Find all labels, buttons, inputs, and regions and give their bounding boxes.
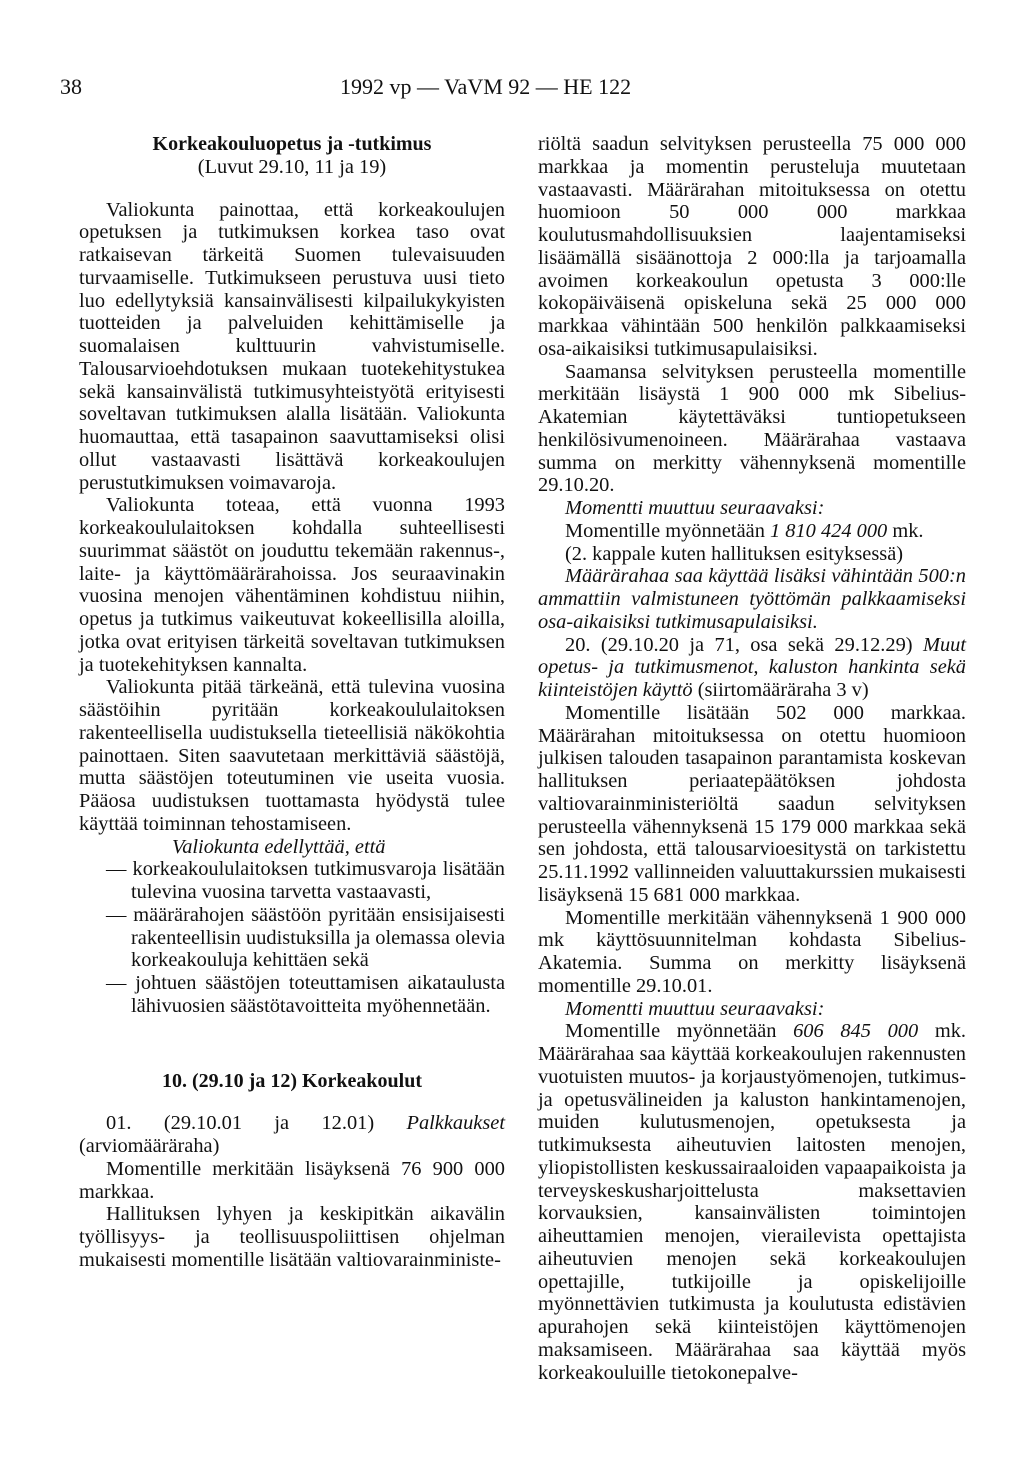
section-subheading: (Luvut 29.10, 11 ja 19) [197,155,387,178]
paragraph: Valiokunta toteaa, että vuonna 1993 korkeakoululaitoksen kohdalla suhteellisesti suurimmat säästöt on jouduttu tekemään rakennus-, laite- ja käyttömäärärahoissa. Jos seuraavinakin vuosina menojen vähentäminen kohdistuu niihin, opetus ja tutkimus vaikeutuvat kokeellisilla aloilla, jotka ovat erityisen tärkeitä soveltavan tutkimuksen ja tuotekehityksen kannalta. [79,494,505,676]
text-run: (arviomääräraha) [79,1135,220,1157]
paragraph [79,1112,505,1158]
paragraph: Valiokunta pitää tärkeänä, että tulevina vuosina säästöihin pyritään korkeakoululaitoksen rakenteellisella uudistuksella tieteellisiä näkökohtia painottaen. Siten saavutetaan merkittäviä säästöjä, mutta säästöjen toteutuminen vie useita vuosia. Pääosa uudistuksen tuottamasta hyödystä tulee käyttää toiminnan tehostamiseen. [79,676,505,835]
list-item: — määrärahojen säästöön pyritään ensisijaisesti rakenteellisin uudistuksilla ja olemassa olevia korkeakouluja kehittäen sekä [106,903,505,972]
section-heading: 10. (29.10 ja 12) Korkeakoulut [162,1069,422,1092]
text-run: 01. (29.10.01 ja 12.01) [106,1112,407,1135]
paragraph: Saamansa selvityksen perusteella momentille merkitään lisäystä 1 900 000 mk Sibelius-Akatemian käytettäväksi tuntiopetukseen henkilösivumenoineen. Määrärahaa vastaava summa on merkitty vähennyksenä momentille 29.10.20. [538,360,966,497]
paragraph: riöltä saadun selvityksen perusteella 75 000 000 markkaa ja momentin perusteluja muutetaan vastaavasti. Määrärahan mitoituksessa on otettu huomioon 50 000 000 markkaa koulutusmahdollisuuksien laajentamiseksi lisäämällä sisäänottoja 2 000:lla ja tarjoamalla avoimen korkeakoulun opetusta 3 000:lle kokopäiväisenä opiskeluna sekä 25 000 000 markkaa vähintään 500 henkilön palkkaamiseksi osa-aikaisiksi tutkimusapulaisiksi. [538,133,966,360]
page-number: 38 [60,74,82,99]
text-run: mk. [887,519,924,542]
running-head: 1992 vp — VaVM 92 — HE 122 [340,74,632,99]
left-column [79,133,505,1272]
paragraph [538,520,966,543]
paragraph: Momentille merkitään vähennyksenä 1 900 000 mk käyttösuunnitelman kohdasta Sibelius-Akatemia. Summa on merkitty lisäyksenä momentille 29.10.01. [538,906,966,997]
paragraph: Momentille merkitään lisäyksenä 76 900 000 markkaa. [79,1157,505,1203]
page-header [0,74,1024,104]
italic-text-run: 1 810 424 000 [770,519,888,542]
paragraph: Valiokunta painottaa, että korkeakoulujen opetuksen ja tutkimuksen korkea taso ovat ratkaisevan tärkeitä Suomen tulevaisuuden turvaamiselle. Tutkimukseen perustuva uusi tieto luo edellytyksiä kansainvälisesti kilpailukykyisten tuotteiden ja palveluiden kehittämiselle ja suomalaisen kulttuurin vahvistumiselle. Talousarvioehdotuksen mukaan tuotekehitystukea sekä kansainvälistä tutkimusyhteistyötä erityisesti soveltavan tutkimuksen alalla lisätään. Valiokunta huomauttaa, että tasapainon saavuttamiseksi olisi ollut vastaavasti lisättävä korkeakoulujen perustutkimuksen voimavaroja. [79,198,505,494]
paragraph: Momentille lisätään 502 000 markkaa. Määrärahan mitoituksessa on otettu huomioon julkisen talouden tasapainon parantamista koskevan hallituksen periaatepäätöksen johdosta valtiovarainministeriöltä saadun selvityksen perusteella vähennyksenä 15 179 000 markkaa sekä sen johdosta, että talousarvioesitystä on tarkistettu 25.11.1992 vallinneiden valuuttakurssien mukaisesti lisäyksenä 15 681 000 markkaa. [538,701,966,906]
right-column [538,133,966,1384]
paragraph [538,634,966,702]
paragraph: (2. kappale kuten hallituksen esityksessä) [565,542,904,565]
text-run: Momentille myönnetään [565,1020,794,1043]
text-run: mk. Määrärahaa saa käyttää korkeakoulujen rakennusten vuotuisten muutos- ja korjaustyömenojen, tutkimus- ja opetusvälineiden ja kaluston hankintamenojen, muiden kulutusmenojen, opetuksesta ja tutkimuksesta aiheutuvien laitosten menojen, yliopistollisten keskussairaaloiden vapaapaikoista ja terveyskeskusharjoittelusta maksettavien korvauksien, kansainvälisten toimintojen aiheuttamien menojen, vierailevista opettajista aiheutuvien menojen sekä korkeakoulujen opettajille, tutkijoille ja opiskelijoille myönnettävien tutkimusta ja koulutusta edistävien apurahojen sekä kiinteistöjen käyttömenojen maksamiseen. Määrärahaa saa käyttää myös korkeakouluille tietokonepalve- [538,1020,966,1384]
italic-text-run: Palkkaukset [406,1112,505,1135]
italic-text-run: Muut opetus- ja tutkimusmenot, kaluston hankinta sekä kiinteistöjen käyttö [538,633,966,701]
section-heading: Korkeakouluopetus ja -tutkimus [152,133,432,155]
italic-paragraph: Momentti muuttuu seuraavaksi: [565,997,825,1020]
italic-paragraph: Valiokunta edellyttää, että [172,835,386,858]
text-run: Momentille myönnetään [565,519,770,542]
list-item: — johtuen säästöjen toteuttamisen aikataulusta lähivuosien säästötavoitteita myöhennetään. [106,972,505,1017]
text-run: (siirtomääräraha 3 v) [692,679,869,701]
italic-paragraph: Momentti muuttuu seuraavaksi: [565,497,825,519]
paragraph: Hallituksen lyhyen ja keskipitkän aikavälin työllisyys- ja teollisuuspoliittisen ohjelman mukaisesti momentille lisätään valtiovarainministe- [79,1203,505,1271]
text-run: 20. (29.10.20 ja 71, osa sekä 29.12.29) [565,633,923,656]
italic-paragraph: Määrärahaa saa käyttää lisäksi vähintään 500:n ammattiin valmistuneen työttömän palkkaamiseksi osa-aikaisiksi tutkimusapulaisiksi. [538,565,966,633]
italic-text-run: 606 845 000 [793,1020,919,1043]
paragraph [538,1020,966,1384]
list-item: — korkeakoululaitoksen tutkimusvaroja lisätään tulevina vuosina tarvetta vastaavasti, [106,858,505,903]
